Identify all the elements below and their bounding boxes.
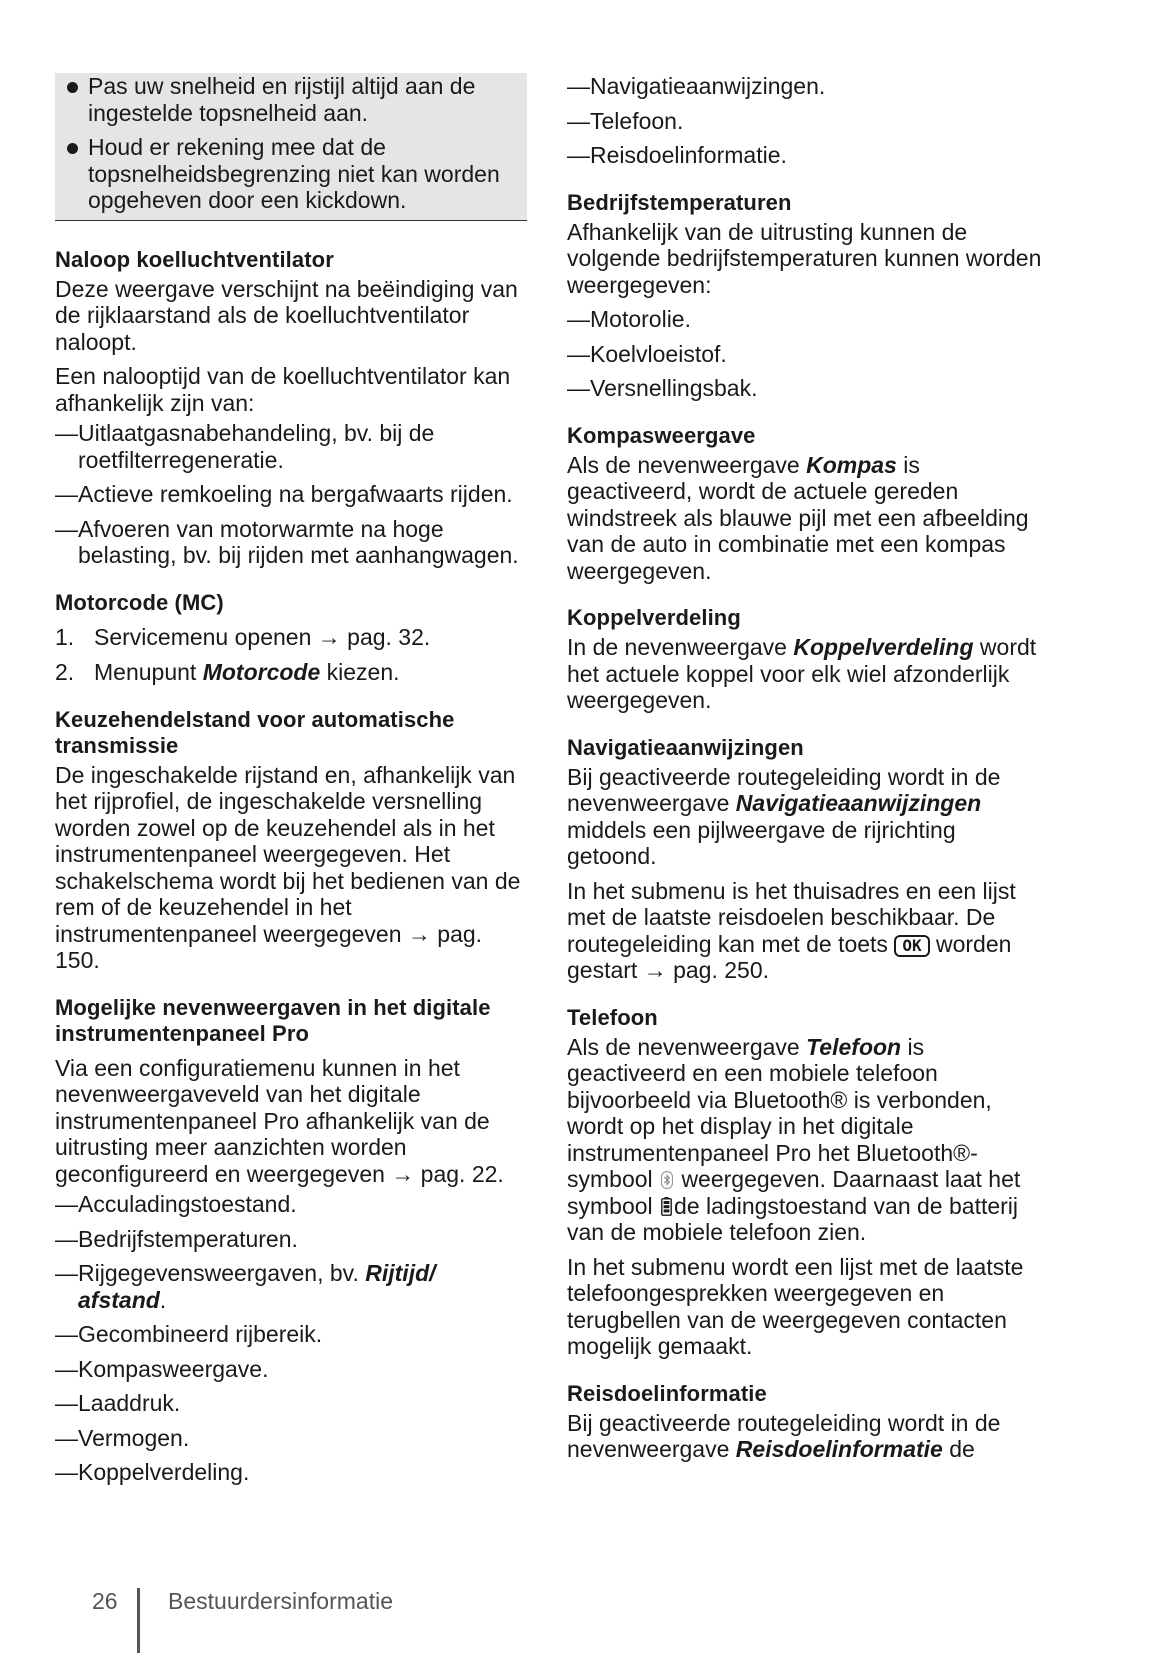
ok-key-icon: OK <box>894 935 929 957</box>
section-heading: Naloop koelluchtventilator <box>55 246 334 272</box>
section-bedrijfstemperaturen <box>567 190 1047 402</box>
dash-list-item: — Gecombineerd rijbereik. <box>55 1321 323 1347</box>
paragraph: Bij geactiveerde routegeleiding wordt in de nevenweergave Reisdoelinformatie de <box>567 1409 1001 1462</box>
dash-list-item: — Navigatieaanwijzingen. <box>567 73 826 99</box>
section-kompasweergave <box>567 423 1047 585</box>
dash-list-item: — Versnellingsbak. <box>567 375 758 401</box>
section-heading: Bedrijfstemperaturen <box>567 189 792 215</box>
paragraph: In het submenu wordt een lijst met de laatste telefoongesprekken weergegeven en terugbellen van de weergegeven contacten mogelijk gemaakt. <box>567 1253 1024 1359</box>
section-heading: Navigatieaanwijzingen <box>567 734 804 760</box>
dash-list-item: — Rijgegevensweergaven, bv. Rijtijd/ afstand. <box>55 1260 436 1313</box>
left-column <box>55 73 527 1507</box>
section-heading: Keuzehendelstand voor automatische transmissie <box>55 706 455 758</box>
paragraph: Als de nevenweergave Telefoon is geactiveerd en een mobiele telefoon bijvoorbeeld via Bluetooth® is verbonden, wordt op het display in het digitale instrumentenpaneel Pro het Bluetooth®-symbool weergegeven. Daarnaast laat het symbool de ladingstoestand van de batterij van de mobiele telefoon zien. <box>567 1033 1021 1245</box>
section-nevenweergaven <box>55 995 527 1486</box>
section-reisdoelinformatie <box>567 1381 1047 1463</box>
dash-list-item: — Bedrijfstemperaturen. <box>55 1225 298 1252</box>
continued-list <box>567 73 1047 169</box>
warning-item: Houd er rekening mee dat de topsnelheidsbegrenzing niet kan worden opgeheven door een kickdown. <box>61 134 521 214</box>
section-heading: Telefoon <box>567 1004 658 1030</box>
footer-divider <box>137 1588 140 1653</box>
battery-icon <box>661 1197 672 1216</box>
dash-list-item: — Laaddruk. <box>55 1390 181 1416</box>
warning-item: Pas uw snelheid en rijstijl altijd aan de ingestelde topsnelheid aan. <box>61 73 521 126</box>
section-keuzehendel <box>55 707 527 974</box>
page-number: 26 <box>92 1588 118 1614</box>
section-telefoon <box>567 1005 1047 1360</box>
paragraph: Als de nevenweergave Kompas is geactiveerd, wordt de actuele gereden windstreek als blauwe pijl met een afbeelding van de auto in combinatie met een kompas weergegeven. <box>567 451 1029 584</box>
dash-list-item: — Motorolie. <box>567 306 691 332</box>
dash-list-item: — Afvoeren van motorwarmte na hoge belasting, bv. bij rijden met aanhangwagen. <box>55 515 519 568</box>
paragraph: De ingeschakelde rijstand en, afhankelijk van het rijprofiel, de ingeschakelde versnelling worden zowel op de keuzehendel als in het instrumentenpaneel weergegeven. Het schakelschema wordt bij het bedienen van de rem of de keuzehendel in het instrumentenpaneel weergegeven → pag. 150. <box>55 761 521 973</box>
dash-list-item: — Uitlaatgasnabehandeling, bv. bij de roetfilterregeneratie. <box>55 420 435 473</box>
dash-list-item: — Acculadingstoestand. <box>55 1191 297 1217</box>
dash-list-item: — Reisdoelinformatie. <box>567 142 787 168</box>
section-heading: Motorcode (MC) <box>55 589 224 615</box>
warning-box <box>55 73 527 221</box>
footer-section-title: Bestuurdersinformatie <box>168 1588 393 1614</box>
right-column <box>567 73 1047 1484</box>
paragraph: In het submenu is het thuisadres en een lijst met de laatste reisdoelen beschikbaar. De routegeleiding kan met de toets OK worden gestart → pag. 250. <box>567 877 1016 983</box>
dash-list-item: — Kompasweergave. <box>55 1355 269 1382</box>
dash-list-item: — Koppelverdeling. <box>55 1459 250 1485</box>
section-heading: Reisdoelinformatie <box>567 1380 767 1406</box>
dash-list-item: — Koelvloeistof. <box>567 340 727 367</box>
numbered-step: 2. Menupunt Motorcode kiezen. <box>55 659 400 685</box>
section-heading: Koppelverdeling <box>567 605 741 630</box>
paragraph: Bij geactiveerde routegeleiding wordt in de nevenweergave Navigatieaanwijzingen middels een pijlweergave de rijrichting getoond. <box>567 763 1001 869</box>
section-naloop <box>55 247 527 569</box>
section-navigatieaanwijzingen <box>567 735 1047 984</box>
dash-list-item: — Vermogen. <box>55 1424 190 1451</box>
section-heading: Mogelijke nevenweergaven in het digitale instrumentenpaneel Pro <box>55 994 491 1046</box>
bullet-icon <box>67 143 78 154</box>
paragraph: In de nevenweergave Koppelverdeling wordt het actuele koppel voor elk wiel afzonderlijk weergegeven. <box>567 634 1037 713</box>
paragraph: Afhankelijk van de uitrusting kunnen de volgende bedrijfstemperaturen kunnen worden weergegeven: <box>567 218 1042 298</box>
section-koppelverdeling <box>567 605 1047 714</box>
bluetooth-icon <box>661 1171 673 1189</box>
section-motorcode <box>55 590 527 686</box>
paragraph: Deze weergave verschijnt na beëindiging van de rijklaarstand als de koelluchtventilator naloopt. <box>55 275 518 355</box>
bullet-icon <box>67 82 78 93</box>
paragraph: Een nalooptijd van de koelluchtventilator kan afhankelijk zijn van: <box>55 363 511 416</box>
dash-list-item: — Actieve remkoeling na bergafwaarts rijden. <box>55 481 513 507</box>
section-heading: Kompasweergave <box>567 422 756 448</box>
page-footer <box>0 1580 1165 1653</box>
paragraph: Via een configuratiemenu kunnen in het nevenweergaveveld van het digitale instrumentenpaneel Pro afhankelijk van de uitrusting meer aanzichten worden geconfigureerd en weergegeven → pag. 22. <box>55 1054 504 1187</box>
numbered-step: 1. Servicemenu openen → pag. 32. <box>55 623 431 650</box>
dash-list-item: — Telefoon. <box>567 107 684 134</box>
